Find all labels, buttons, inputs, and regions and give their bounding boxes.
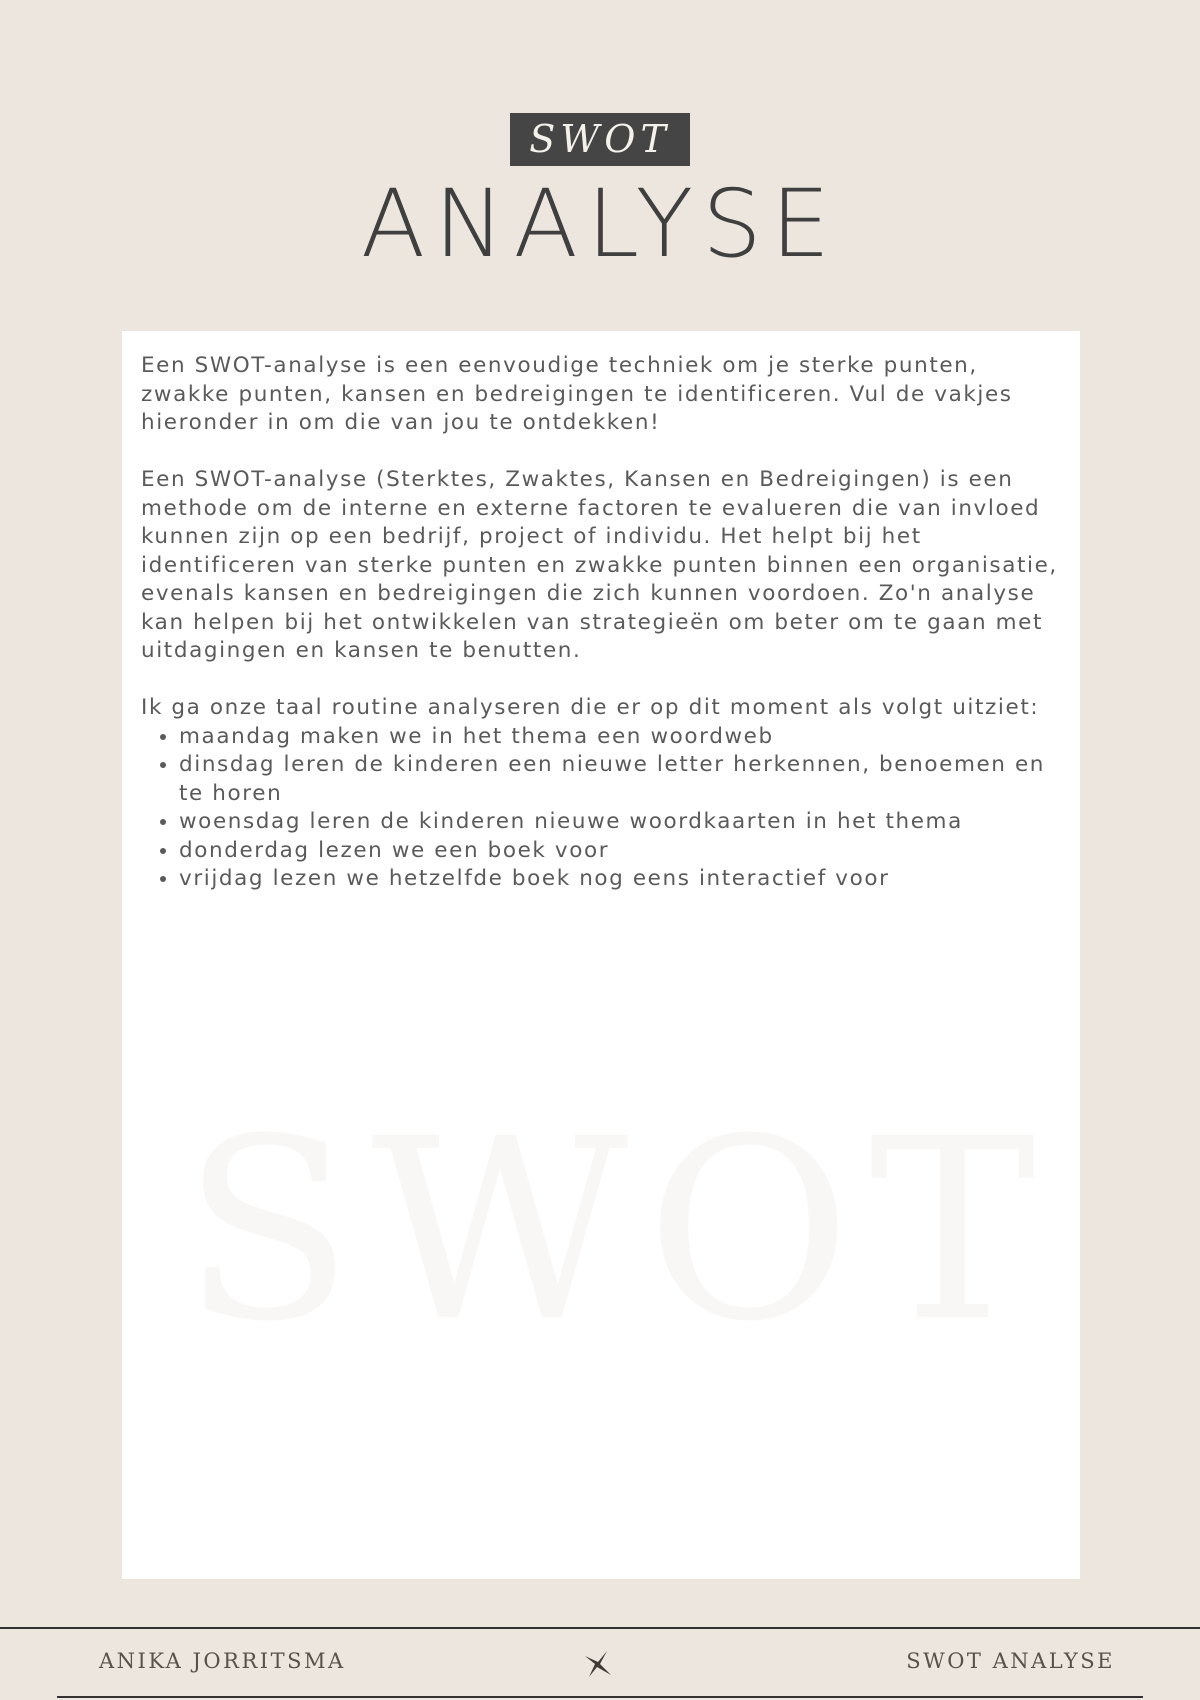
page-title: ANALYSE bbox=[360, 170, 840, 279]
swot-badge: SWOT bbox=[510, 113, 690, 166]
card-content bbox=[141, 352, 1071, 894]
list-item: • maandag maken we in het thema een woordweb bbox=[179, 723, 1071, 752]
list-item: • vrijdag lezen we hetzelfde boek nog eens interactief voor bbox=[179, 865, 1071, 894]
footer-title: SWOT ANALYSE bbox=[906, 1649, 1115, 1673]
routine-intro-paragraph: Ik ga onze taal routine analyseren die er op dit moment als volgt uitziet: bbox=[141, 695, 1040, 720]
footer-divider bbox=[0, 1627, 1200, 1629]
list-item: • dinsdag leren de kinderen een nieuwe letter herkennen, benoemen en te horen bbox=[179, 751, 1071, 808]
definition-paragraph: Een SWOT-analyse (Sterktes, Zwaktes, Kansen en Bedreigingen) is een methode om de interne en externe factoren te evalueren die van invloed kunnen zijn op een bedrijf, project of individu. Het helpt bij het identificeren van sterke punten en zwakke punten binnen een organisatie, evenals kansen en bedreigingen die zich kunnen voordoen. Zo'n analyse kan helpen bij het ontwikkelen van strategieën om beter om te gaan met uitdagingen en kansen te benutten. bbox=[141, 467, 1058, 663]
routine-list bbox=[141, 723, 1071, 894]
list-item: • donderdag lezen we een boek voor bbox=[179, 837, 1071, 866]
footer-author: ANIKA JORRITSMA bbox=[99, 1649, 346, 1673]
list-item: • woensdag leren de kinderen nieuwe woordkaarten in het thema bbox=[179, 808, 1071, 837]
watermark-text: SWOT bbox=[182, 1085, 1054, 1376]
header bbox=[0, 0, 1200, 320]
bottom-divider bbox=[57, 1696, 1143, 1698]
content-card bbox=[122, 331, 1080, 1579]
star-icon bbox=[583, 1649, 613, 1679]
intro-paragraph: Een SWOT-analyse is een eenvoudige techniek om je sterke punten, zwakke punten, kansen en bedreigingen te identificeren. Vul de vakjes hieronder in om die van jou te ontdekken! bbox=[141, 353, 1013, 435]
